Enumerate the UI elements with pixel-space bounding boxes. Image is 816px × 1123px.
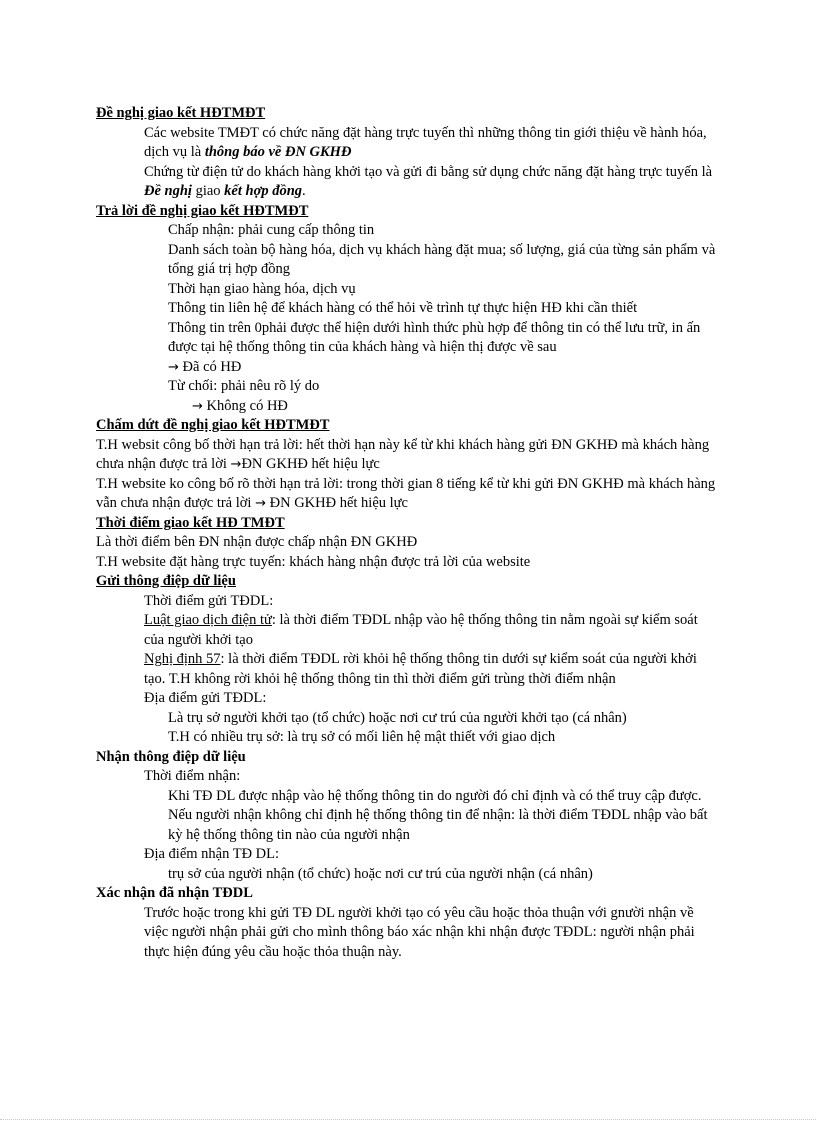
paragraph-contract-time-2: T.H website đặt hàng trực tuyến: khách hàng nhận được trả lời của website	[96, 553, 531, 570]
paragraph-offer-2	[96, 163, 720, 202]
emphasis-text: thông báo về ĐN GKHĐ	[204, 144, 352, 160]
line-no-contract	[96, 397, 720, 417]
heading-contract-time: Thời điểm giao kết HĐ TMĐT	[96, 514, 285, 531]
text-run: ĐN GKHĐ hết hiệu lực	[269, 495, 408, 511]
line-accept: Chấp nhận: phải cung cấp thông tin	[168, 222, 375, 238]
text-run: ĐN GKHĐ hết hiệu lực	[241, 456, 380, 472]
line-decree-57	[96, 650, 720, 689]
paragraph-termination-1	[96, 436, 720, 475]
paragraph-offer-1	[96, 124, 720, 163]
heading-termination: Chấm dứt đề nghị giao kết HĐTMĐT	[96, 417, 330, 433]
decree-reference: Nghị định 57	[144, 651, 221, 667]
law-reference: Luật giao dịch điện tử	[144, 612, 272, 628]
line-reject: Từ chối: phải nêu rõ lý do	[168, 378, 320, 394]
arrow-right-icon: →	[230, 457, 242, 472]
paragraph-acknowledge: Trước hoặc trong khi gửi TĐ DL người khởi tạo có yêu cầu hoặc thỏa thuận với gnười nhận về việc người nhận phải gửi cho mình thông báo xác nhận khi nhận được TĐDL: người nhận phải thực hiện đúng yêu cầu hoặc thỏa thuận này.	[144, 904, 695, 960]
line-receive-place-detail: trụ sở của người nhận (tổ chức) hoặc nơi cư trú của người nhận (cá nhân)	[168, 865, 593, 882]
text-run: T.H website ko công bố rõ thời hạn trả lời: trong thời gian 8 tiếng kể từ khi gửi ĐN GKHĐ mà khách hàng vẫn chưa nhận được trả lời	[96, 475, 716, 511]
text-run: giao	[191, 183, 225, 199]
text-run: T.H websit công bố thời hạn trả lời: hết thời hạn này kể từ khi khách hàng gửi ĐN GKHĐ mà khách hàng chưa nhận được trả lời	[96, 436, 710, 472]
line-receive-designated: Khi TĐ DL được nhập vào hệ thống thông tin do người đó chỉ định và có thể truy cập được.	[168, 787, 702, 804]
text-run: Các website TMĐT có chức năng đặt hàng trực tuyến thì những thông tin giới thiệu về hành hóa, dịch vụ là	[144, 124, 707, 160]
line-receive-time: Thời điểm nhận:	[144, 768, 241, 784]
heading-acknowledge: Xác nhận đã nhận TĐDL	[96, 885, 253, 901]
heading-send-data: Gửi thông điệp dữ liệu	[96, 573, 236, 589]
page-bottom-divider	[0, 1119, 816, 1120]
document-body	[96, 104, 720, 962]
emphasis-text: Đề nghị	[144, 183, 192, 199]
heading-response: Trả lời đề nghị giao kết HĐTMĐT	[96, 202, 309, 219]
line-delivery-time: Thời hạn giao hàng hóa, dịch vụ	[168, 280, 356, 297]
text-run: Chứng từ điện tử do khách hàng khởi tạo và gửi đi bằng sử dụng chức năng đặt hàng trực tuyến là	[144, 163, 713, 180]
line-has-contract	[96, 358, 720, 378]
text-run: Không có HĐ	[206, 397, 288, 414]
line-e-transaction-law	[96, 611, 720, 650]
arrow-right-icon: →	[255, 496, 266, 511]
emphasis-text: kết hợp đồng	[224, 183, 303, 199]
line-multi-office: T.H có nhiều trụ sở: là trụ sở có mối liên hệ mật thiết với giao dịch	[168, 729, 556, 745]
arrow-right-icon: →	[168, 359, 179, 375]
line-send-place: Địa điểm gửi TĐDL:	[144, 690, 267, 706]
text-run: Đã có HĐ	[182, 358, 242, 375]
text-run: : là thời điểm TĐDL nhập vào hệ thống thông tin nằm ngoài sự kiểm soát của người khởi tạo	[144, 612, 698, 648]
line-send-time: Thời điểm gửi TĐDL:	[144, 592, 274, 609]
paragraph-contract-time-1: Là thời điểm bên ĐN nhận được chấp nhận ĐN GKHĐ	[96, 534, 418, 550]
text-run: .	[302, 183, 306, 199]
heading-receive-data: Nhận thông điệp dữ liệu	[96, 748, 246, 765]
heading-offer: Đề nghị giao kết HĐTMĐT	[96, 105, 266, 121]
text-run: : là thời điểm TĐDL rời khỏi hệ thống thông tin dưới sự kiểm soát của người khởi tạo. T.H không rời khỏi hệ thống thông tin thì thời điểm gửi trùng thời điểm nhận	[144, 651, 697, 687]
line-receive-undesignated: Nếu người nhận không chỉ định hệ thống thông tin để nhận: là thời điểm TĐDL nhập vào bất kỳ hệ thống thông tin nào của người nhận	[168, 807, 708, 843]
line-info-format: Thông tin trên 0phải được thể hiện dưới hình thức phù hợp để thông tin có thể lưu trữ, in ấn được tại hệ thống thông tin của khách hàng và hiện thị được về sau	[168, 319, 701, 355]
line-goods-list: Danh sách toàn bộ hàng hóa, dịch vụ khách hàng đặt mua; số lượng, giá của từng sản phẩm và tổng giá trị hợp đồng	[168, 241, 716, 277]
line-send-place-detail: Là trụ sở người khởi tạo (tổ chức) hoặc nơi cư trú của người khởi tạo (cá nhân)	[168, 709, 627, 726]
line-receive-place: Địa điểm nhận TĐ DL:	[144, 846, 280, 862]
arrow-right-icon: →	[192, 398, 203, 414]
paragraph-termination-2	[96, 475, 720, 514]
line-contact-info: Thông tin liên hệ để khách hàng có thể hỏi về trình tự thực hiện HĐ khi cần thiết	[168, 300, 638, 316]
